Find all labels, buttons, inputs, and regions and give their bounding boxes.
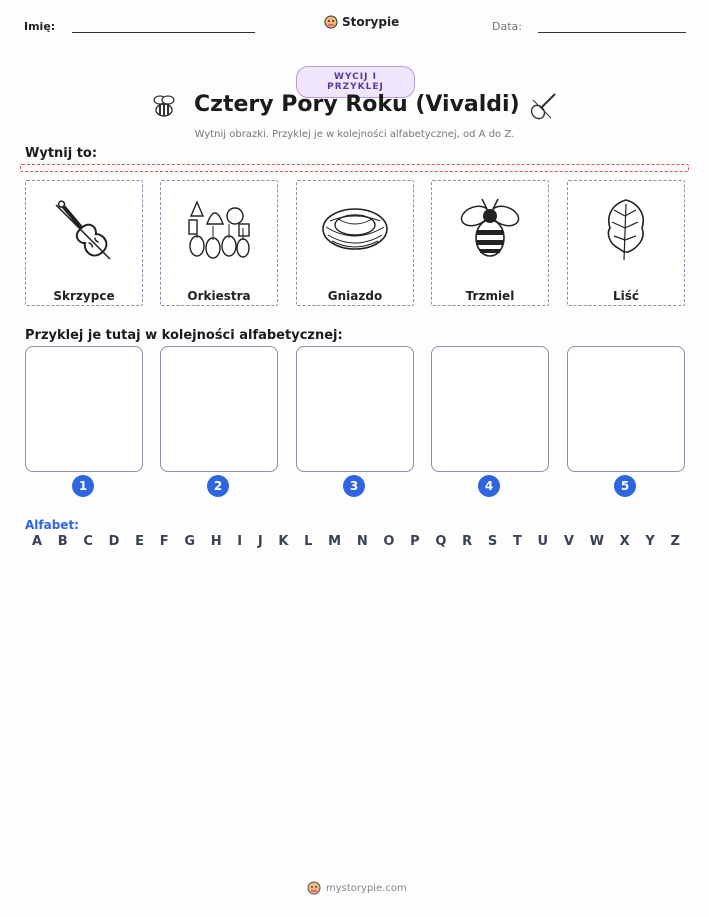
slot-number-2: 2 — [207, 475, 229, 497]
bumblebee-icon — [455, 194, 525, 264]
paste-slot-1[interactable] — [25, 346, 143, 472]
alphabet-letter: W — [589, 534, 604, 549]
cut-section-label: Wytnij to: — [25, 146, 98, 161]
alphabet-letter: T — [512, 534, 522, 549]
alphabet-letter: Z — [670, 534, 680, 549]
paste-slot-4[interactable] — [431, 346, 549, 472]
alphabet-letter: G — [184, 534, 195, 549]
alphabet-letter: Y — [645, 534, 655, 549]
slot-number-4: 4 — [478, 475, 500, 497]
alphabet-letter: U — [537, 534, 549, 549]
alphabet-letter: B — [57, 534, 68, 549]
violin-icon — [527, 90, 559, 122]
alphabet-letter: K — [278, 534, 289, 549]
alphabet-letter: V — [563, 534, 574, 549]
cut-card-nest[interactable] — [296, 180, 414, 306]
alphabet-letter: L — [304, 534, 313, 549]
paste-slot-2[interactable] — [160, 346, 278, 472]
slot-number-1: 1 — [72, 475, 94, 497]
card-label: Skrzypce — [53, 289, 115, 303]
alphabet-letter: I — [237, 534, 243, 549]
brand-name: Storypie — [342, 15, 400, 29]
alphabet-letter: M — [328, 534, 342, 549]
cut-card-violin[interactable] — [25, 180, 143, 306]
date-label: Data: — [492, 20, 522, 33]
alphabet-letter: O — [383, 534, 395, 549]
paste-slot-3[interactable] — [296, 346, 414, 472]
alphabet-letter: S — [487, 534, 498, 549]
card-label: Liść — [612, 289, 639, 303]
storypie-mascot-icon — [324, 15, 338, 29]
violin-icon — [44, 191, 124, 267]
name-label: Imię: — [24, 20, 56, 33]
cut-card-leaf[interactable] — [567, 180, 685, 306]
alphabet-letter: E — [135, 534, 145, 549]
alphabet-letter: D — [108, 534, 120, 549]
alphabet-letter: A — [32, 534, 43, 549]
date-field[interactable] — [538, 32, 686, 33]
footer-url[interactable]: mystorypie.com — [326, 882, 407, 894]
alphabet-letter: J — [257, 534, 263, 549]
brand-logo — [324, 15, 399, 29]
alphabet-letter: R — [462, 534, 473, 549]
cut-line — [20, 164, 689, 172]
footer — [307, 881, 407, 895]
alphabet-letter: N — [356, 534, 368, 549]
alphabet-row — [32, 534, 680, 549]
slot-number-5: 5 — [614, 475, 636, 497]
alphabet-letter: C — [83, 534, 93, 549]
alphabet-label: Alfabet: — [25, 518, 79, 532]
slot-number-3: 3 — [343, 475, 365, 497]
nest-icon — [320, 201, 390, 257]
card-label: Trzmiel — [465, 289, 515, 303]
bee-icon — [148, 90, 180, 122]
paste-slot-5[interactable] — [567, 346, 685, 472]
paste-section-label: Przyklej je tutaj w kolejności alfabetycznej: — [25, 328, 343, 343]
cut-card-orchestra[interactable] — [160, 180, 278, 306]
alphabet-letter: H — [210, 534, 222, 549]
alphabet-letter: P — [410, 534, 420, 549]
instructions: Wytnij obrazki. Przyklej je w kolejności alfabetycznej, od A do Z. — [194, 129, 515, 140]
storypie-mascot-icon — [307, 881, 321, 895]
alphabet-letter: Q — [435, 534, 447, 549]
card-label: Orkiestra — [187, 289, 251, 303]
page-title: Cztery Pory Roku (Vivaldi) — [194, 92, 520, 117]
orchestra-icon — [183, 194, 255, 264]
activity-badge: WYCIJ I PRZYKLEJ — [296, 66, 415, 98]
card-label: Gniazdo — [327, 289, 383, 303]
cut-card-bumblebee[interactable] — [431, 180, 549, 306]
alphabet-letter: X — [619, 534, 630, 549]
leaf-icon — [598, 194, 654, 264]
name-field[interactable] — [72, 32, 255, 33]
alphabet-letter: F — [159, 534, 169, 549]
